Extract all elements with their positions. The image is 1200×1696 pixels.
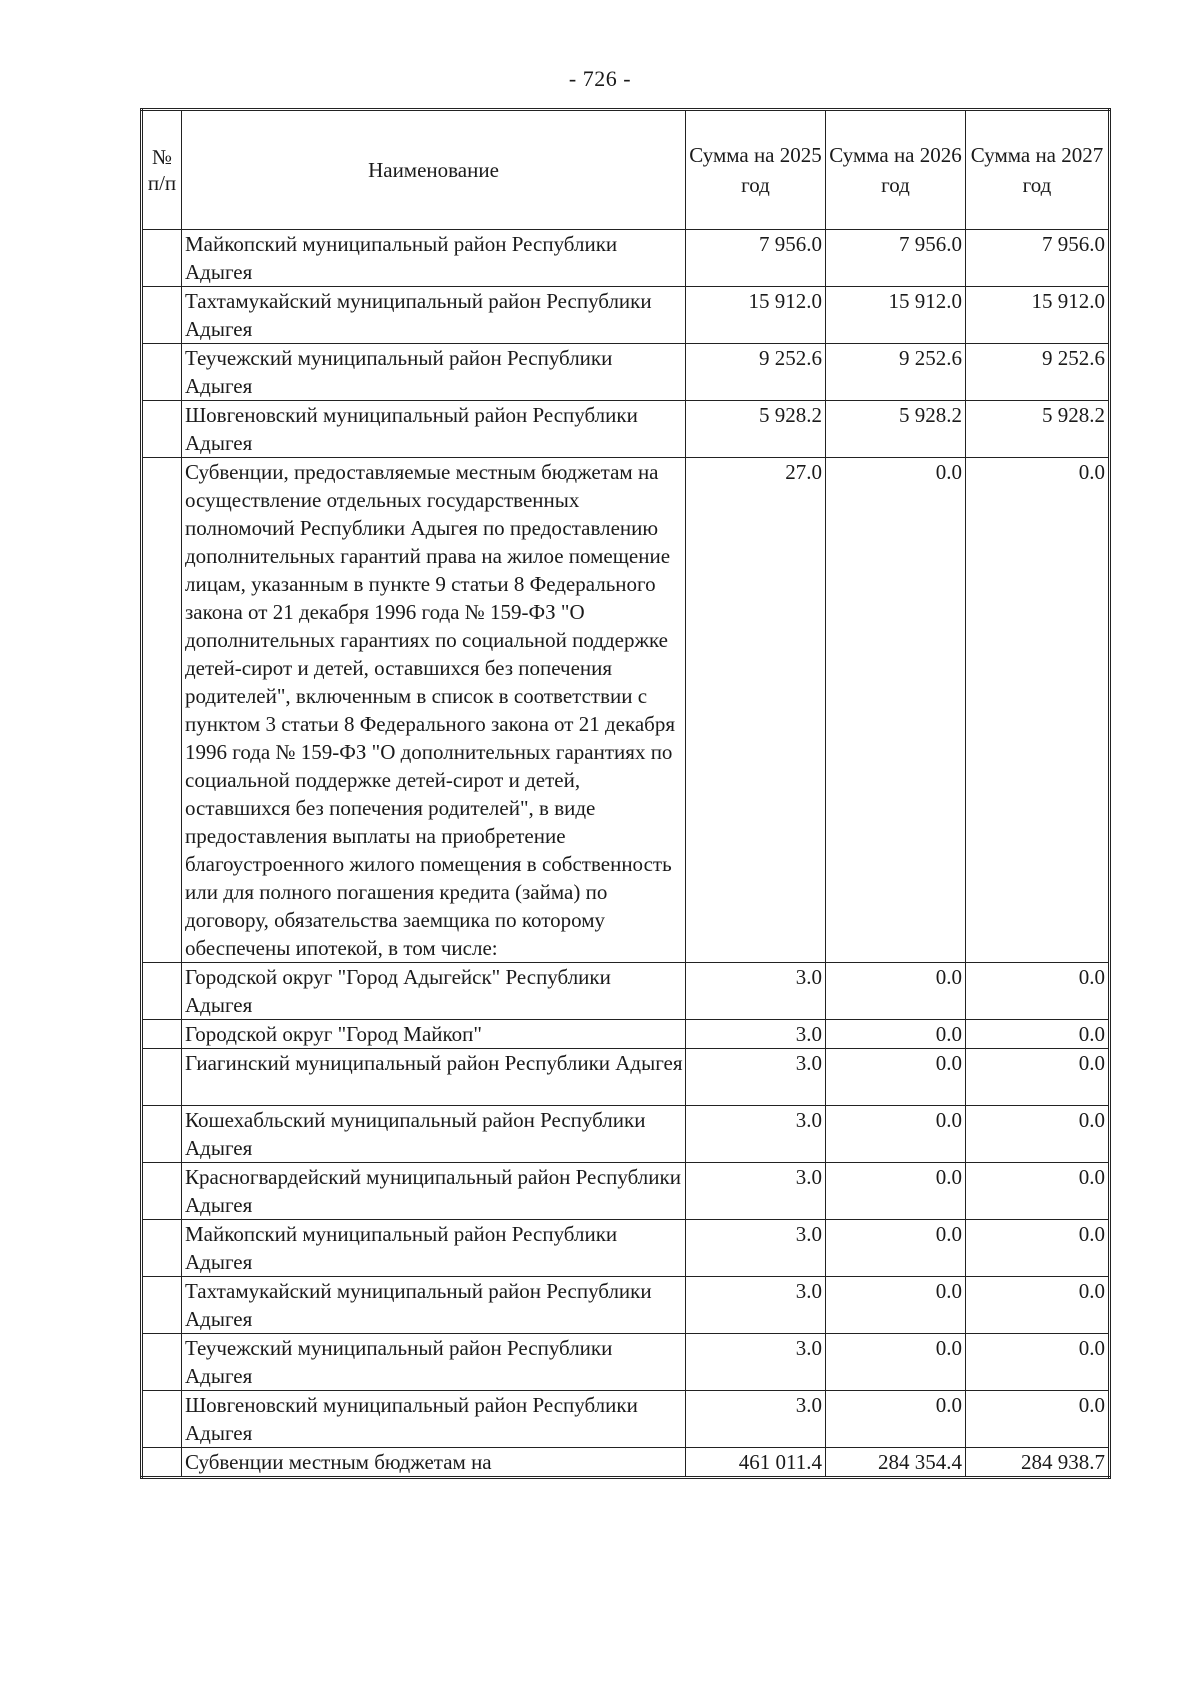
value-2027: 284 938.7 [966,1448,1110,1478]
page-number: - 726 - [568,66,632,91]
value-2025: 3.0 [686,1220,826,1277]
row-num [142,963,182,1020]
table-row [142,344,1110,401]
row-name: Красногвардейский муниципальный район Республики Адыгея [182,1163,686,1220]
value-2026: 9 252.6 [826,344,966,401]
table-row [142,1163,1110,1220]
row-name: Шовгеновский муниципальный район Республики Адыгея [182,1391,686,1448]
value-2026: 0.0 [826,1163,966,1220]
header-2026: Сумма на 2026 год [826,110,966,230]
table-row [142,1334,1110,1391]
value-2027: 0.0 [966,1334,1110,1391]
value-2025: 7 956.0 [686,230,826,287]
budget-table [140,108,1111,1479]
row-name: Теучежский муниципальный район Республики Адыгея [182,1334,686,1391]
row-num [142,401,182,458]
value-2027: 0.0 [966,1020,1110,1049]
value-2026: 0.0 [826,1277,966,1334]
value-2027: 0.0 [966,1106,1110,1163]
row-num [142,1220,182,1277]
row-num [142,1020,182,1049]
row-name: Городской округ "Город Адыгейск" Республики Адыгея [182,963,686,1020]
value-2025: 3.0 [686,1163,826,1220]
row-name: Майкопский муниципальный район Республики Адыгея [182,230,686,287]
row-num [142,287,182,344]
value-2027: 0.0 [966,963,1110,1020]
value-2027: 0.0 [966,1049,1110,1106]
row-num [142,1391,182,1448]
row-name: Тахтамукайский муниципальный район Республики Адыгея [182,287,686,344]
row-num [142,1163,182,1220]
value-2025: 3.0 [686,1334,826,1391]
row-name: Кошехабльский муниципальный район Республики Адыгея [182,1106,686,1163]
value-2026: 0.0 [826,1220,966,1277]
table-row [142,230,1110,287]
value-2025: 5 928.2 [686,401,826,458]
row-num [142,1277,182,1334]
value-2026: 0.0 [826,1334,966,1391]
value-2025: 3.0 [686,1391,826,1448]
value-2027: 9 252.6 [966,344,1110,401]
value-2026: 7 956.0 [826,230,966,287]
row-name: Субвенции местным бюджетам на [182,1448,686,1478]
header-name: Наименование [182,110,686,230]
row-num [142,344,182,401]
value-2025: 3.0 [686,1020,826,1049]
value-2027: 0.0 [966,1391,1110,1448]
table-row [142,287,1110,344]
table-row [142,1106,1110,1163]
value-2026: 0.0 [826,1049,966,1106]
value-2025: 9 252.6 [686,344,826,401]
row-name: Теучежский муниципальный район Республики Адыгея [182,344,686,401]
value-2027: 0.0 [966,1163,1110,1220]
value-2025: 3.0 [686,963,826,1020]
value-2027: 0.0 [966,1220,1110,1277]
header-num: № п/п [142,110,182,230]
value-2027: 15 912.0 [966,287,1110,344]
value-2027: 0.0 [966,458,1110,963]
value-2025: 15 912.0 [686,287,826,344]
row-name: Субвенции, предоставляемые местным бюджетам на осуществление отдельных государственных полномочий Республики Адыгея по предоставлению дополнительных гарантий права на жилое помещение лицам, указанным в пункте 9 статьи 8 Федерального закона от 21 декабря 1996 года № 159-ФЗ "О дополнительных гарантиях по социальной поддержке детей-сирот и детей, оставшихся без попечения родителей", включенным в список в соответствии с пунктом 3 статьи 8 Федерального закона от 21 декабря 1996 года № 159-ФЗ "О дополнительных гарантиях по социальной поддержке детей-сирот и детей, оставшихся без попечения родителей", в виде предоставления выплаты на приобретение благоустроенного жилого помещения в собственность или для полного погашения кредита (займа) по договору, обязательства заемщика по которому обеспечены ипотекой, в том числе: [182,458,686,963]
value-2026: 0.0 [826,1391,966,1448]
header-2025: Сумма на 2025 год [686,110,826,230]
value-2026: 15 912.0 [826,287,966,344]
row-num [142,1106,182,1163]
row-num [142,230,182,287]
value-2026: 0.0 [826,1020,966,1049]
table-row [142,401,1110,458]
row-name: Шовгеновский муниципальный район Республики Адыгея [182,401,686,458]
row-name: Гиагинский муниципальный район Республики Адыгея [182,1049,686,1106]
value-2027: 7 956.0 [966,230,1110,287]
row-num [142,458,182,963]
table-row [142,458,1110,963]
row-num [142,1334,182,1391]
table-row [142,1448,1110,1478]
value-2025: 3.0 [686,1277,826,1334]
value-2025: 3.0 [686,1106,826,1163]
row-num [142,1448,182,1478]
row-name: Майкопский муниципальный район Республики Адыгея [182,1220,686,1277]
value-2026: 0.0 [826,963,966,1020]
value-2026: 0.0 [826,458,966,963]
row-name: Тахтамукайский муниципальный район Республики Адыгея [182,1277,686,1334]
row-name: Городской округ "Город Майкоп" [182,1020,686,1049]
value-2026: 284 354.4 [826,1448,966,1478]
table-row [142,1277,1110,1334]
table-row [142,1049,1110,1106]
table-row [142,963,1110,1020]
value-2025: 3.0 [686,1049,826,1106]
value-2025: 27.0 [686,458,826,963]
value-2027: 0.0 [966,1277,1110,1334]
header-2027: Сумма на 2027 год [966,110,1110,230]
row-num [142,1049,182,1106]
table-row [142,1220,1110,1277]
table-header-row [142,110,1110,230]
value-2025: 461 011.4 [686,1448,826,1478]
value-2027: 5 928.2 [966,401,1110,458]
table-row [142,1020,1110,1049]
table-row [142,1391,1110,1448]
value-2026: 5 928.2 [826,401,966,458]
value-2026: 0.0 [826,1106,966,1163]
